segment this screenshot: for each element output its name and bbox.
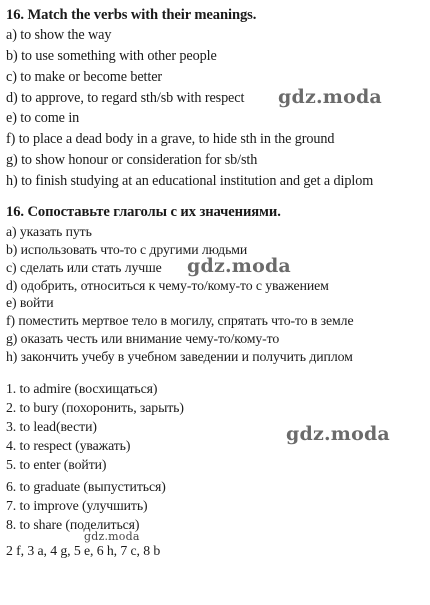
verb-item-5: 5. to enter (войти) <box>6 457 107 472</box>
verb-item-7: 7. to improve (улучшить) <box>6 498 148 513</box>
russian-item-a: a) указать путь <box>6 224 92 239</box>
watermark-top: gdz.moda <box>278 86 382 108</box>
russian-item-e: e) войти <box>6 295 54 310</box>
russian-heading: 16. Сопоставьте глаголы с их значениями. <box>6 204 281 220</box>
english-item-h: h) to finish studying at an educational institution and get a diplom <box>6 173 374 189</box>
watermark-middle: gdz.moda <box>187 255 291 277</box>
russian-item-h: h) закончить учебу в учебном заведении и получить диплом <box>6 349 353 364</box>
russian-item-b: b) использовать что-то с другими людьми <box>6 242 248 257</box>
english-item-c: c) to make or become better <box>6 69 163 85</box>
english-item-e: e) to come in <box>6 110 80 126</box>
russian-item-d: d) одобрить, относиться к чему-то/кому-то с уважением <box>6 278 329 293</box>
verb-item-1: 1. to admire (восхищаться) <box>6 381 158 396</box>
english-item-f: f) to place a dead body in a grave, to hide sth in the ground <box>6 131 335 147</box>
watermark-right: gdz.moda <box>286 423 390 445</box>
watermark-small: gdz.moda <box>84 530 140 543</box>
english-heading: 16. Match the verbs with their meanings. <box>6 7 257 23</box>
russian-item-g: g) оказать честь или внимание чему-то/кому-то <box>6 331 280 346</box>
verb-item-3: 3. to lead(вести) <box>6 419 97 434</box>
english-item-b: b) to use something with other people <box>6 48 217 64</box>
answer-line: 2 f, 3 a, 4 g, 5 e, 6 h, 7 c, 8 b <box>6 543 161 558</box>
verb-item-8: 8. to share (поделиться) <box>6 517 140 532</box>
russian-item-c: c) сделать или стать лучше <box>6 260 162 275</box>
english-item-g: g) to show honour or consideration for sb/sth <box>6 152 258 168</box>
verb-item-2: 2. to bury (похоронить, зарыть) <box>6 400 184 415</box>
verb-item-6: 6. to graduate (выпуститься) <box>6 479 166 494</box>
english-item-a: a) to show the way <box>6 27 112 43</box>
verb-item-4: 4. to respect (уважать) <box>6 438 131 453</box>
english-item-d: d) to approve, to regard sth/sb with respect <box>6 90 245 106</box>
russian-item-f: f) поместить мертвое тело в могилу, спрятать что-то в земле <box>6 313 354 328</box>
